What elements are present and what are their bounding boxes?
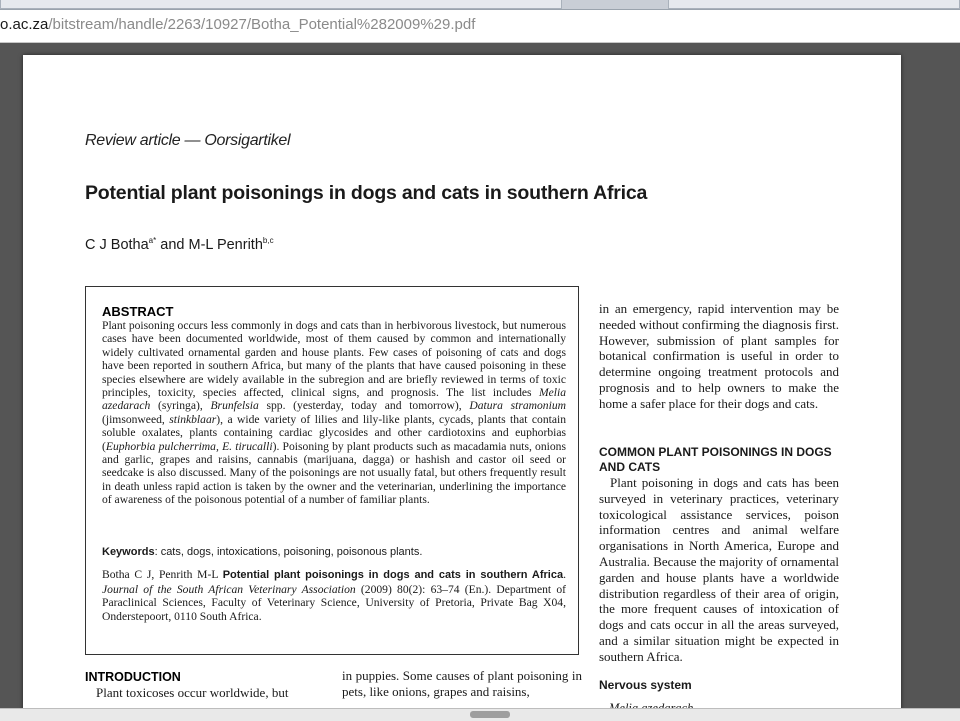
keywords	[102, 546, 566, 558]
url-path: /bitstream/handle/2263/10927/Botha_Potential%282009%29.pdf	[48, 16, 476, 33]
citation-segment: .	[563, 568, 566, 581]
abstract-segment: (syringa),	[150, 399, 211, 413]
species-name: Euphorbia pulcherrima, E. tirucalli	[105, 439, 273, 453]
species-name: Datura stramonium	[469, 399, 566, 413]
horizontal-scrollbar[interactable]	[0, 708, 960, 721]
citation-details: (2009) 80(2): 63–74 (En.). Department of Paraclinical Sciences, Faculty of Veterinary Science, University of Pretoria, Private Bag X04, Onderstepoort, 0110 South Africa.	[102, 582, 566, 623]
section-heading: COMMON PLANT POISONINGS IN DOGS AND CATS	[599, 445, 832, 474]
abstract-segment: (jimsonweed,	[102, 412, 170, 426]
citation-journal: Journal of the South African Veterinary Association	[102, 582, 356, 596]
author-affiliation: a*	[148, 236, 157, 245]
body-paragraph: Plant poisoning in dogs and cats has been surveyed in veterinary practices, veterinary toxicological assistance services, poison information centres and animal welfare organisations in North America, Europe and Australia. Because the majority of ornamental garden and house plants have a worldwide distribution regardless of their area of origin, the more frequent causes of intoxication of dogs and cats occur in all the areas surveyed, and a similar situation might be expected in southern Africa.	[599, 475, 839, 664]
subsection-heading: Nervous system	[599, 678, 692, 692]
species-name: stinkblaar	[169, 412, 217, 426]
abstract-segment: ), a wide variety of lilies and lily-like plants, cycads, plants that contain soluble oxalates, plants containing cardiac glycosides and other cardiotoxins and euphorbias (	[102, 412, 567, 453]
citation-authors: Botha C J, Penrith M-L	[102, 568, 223, 581]
scrollbar-thumb[interactable]	[470, 711, 510, 718]
abstract-segment: ). Poisoning by plant products such as macadamia nuts, onions and garlic, grapes and raisins, cannabis (marijuana, dagga) or hashish and castor oil seed or seedcake is also discussed. Many of the poisonings are not usually fatal, but others frequently result in death unless rapid action is taken by the owner and the veterinarian, underlining the importance of awareness of the poisonous potential of a number of familiar plants.	[102, 439, 566, 507]
abstract-text	[102, 319, 566, 507]
browser-tab[interactable]	[0, 0, 562, 9]
article-title: Potential plant poisonings in dogs and cats in southern Africa	[85, 182, 648, 204]
abstract-heading: ABSTRACT	[102, 304, 174, 319]
section-heading: INTRODUCTION	[85, 670, 181, 684]
address-bar[interactable]	[0, 10, 960, 43]
author-name: C J Botha	[85, 236, 149, 253]
author-joiner: and	[156, 236, 189, 253]
citation	[102, 568, 566, 623]
url-text[interactable]	[0, 16, 475, 33]
body-paragraph: in an emergency, rapid intervention may be needed without confirming the diagnosis first. However, submission of plant samples for botanical confirmation is useful in order to determine ongoing treatment protocols and prognosis and to help owners to make the home a safer place for their dogs and cats.	[599, 301, 839, 411]
keywords-label: Keywords	[102, 546, 155, 558]
url-host: o.ac.za	[0, 16, 49, 33]
body-paragraph: in puppies. Some causes of plant poisoning in pets, like onions, grapes and raisins,	[342, 668, 582, 699]
body-paragraph: Plant toxicoses occur worldwide, but	[96, 685, 289, 700]
species-name: Melia azedarach	[102, 386, 566, 413]
article-type: Review article — Oorsigartikel	[85, 132, 291, 149]
abstract-segment: Plant poisoning occurs less commonly in dogs and cats than in herbivorous livestock, but numerous cases have been documented worldwide, most of them caused by common and internationally widely cultivated ornamental garden and house plants. Few cases of poisoning of cats and dogs have been reported in southern Africa, but many of the plants that have caused poisoning in these species elsewhere are widely available in the subregion and are briefly reviewed in terms of toxic principles, toxicity, species affected, clinical signs, and prognosis. The list includes	[102, 319, 566, 400]
authors	[85, 236, 274, 253]
abstract-segment: spp. (yesterday, today and tomorrow),	[258, 399, 470, 413]
abstract-box	[85, 286, 579, 655]
author-name: M-L Penrith	[188, 236, 263, 253]
pdf-viewer[interactable]	[0, 43, 960, 710]
species-name: Brunfelsia	[210, 399, 259, 413]
citation-title: Potential plant poisonings in dogs and cats in southern Africa	[222, 569, 564, 581]
author-affiliation: b,c	[262, 236, 274, 245]
pdf-page	[23, 55, 901, 715]
keywords-list: : cats, dogs, intoxications, poisoning, poisonous plants.	[154, 546, 423, 558]
browser-tab[interactable]	[668, 0, 960, 9]
browser-tab-strip	[0, 0, 960, 10]
